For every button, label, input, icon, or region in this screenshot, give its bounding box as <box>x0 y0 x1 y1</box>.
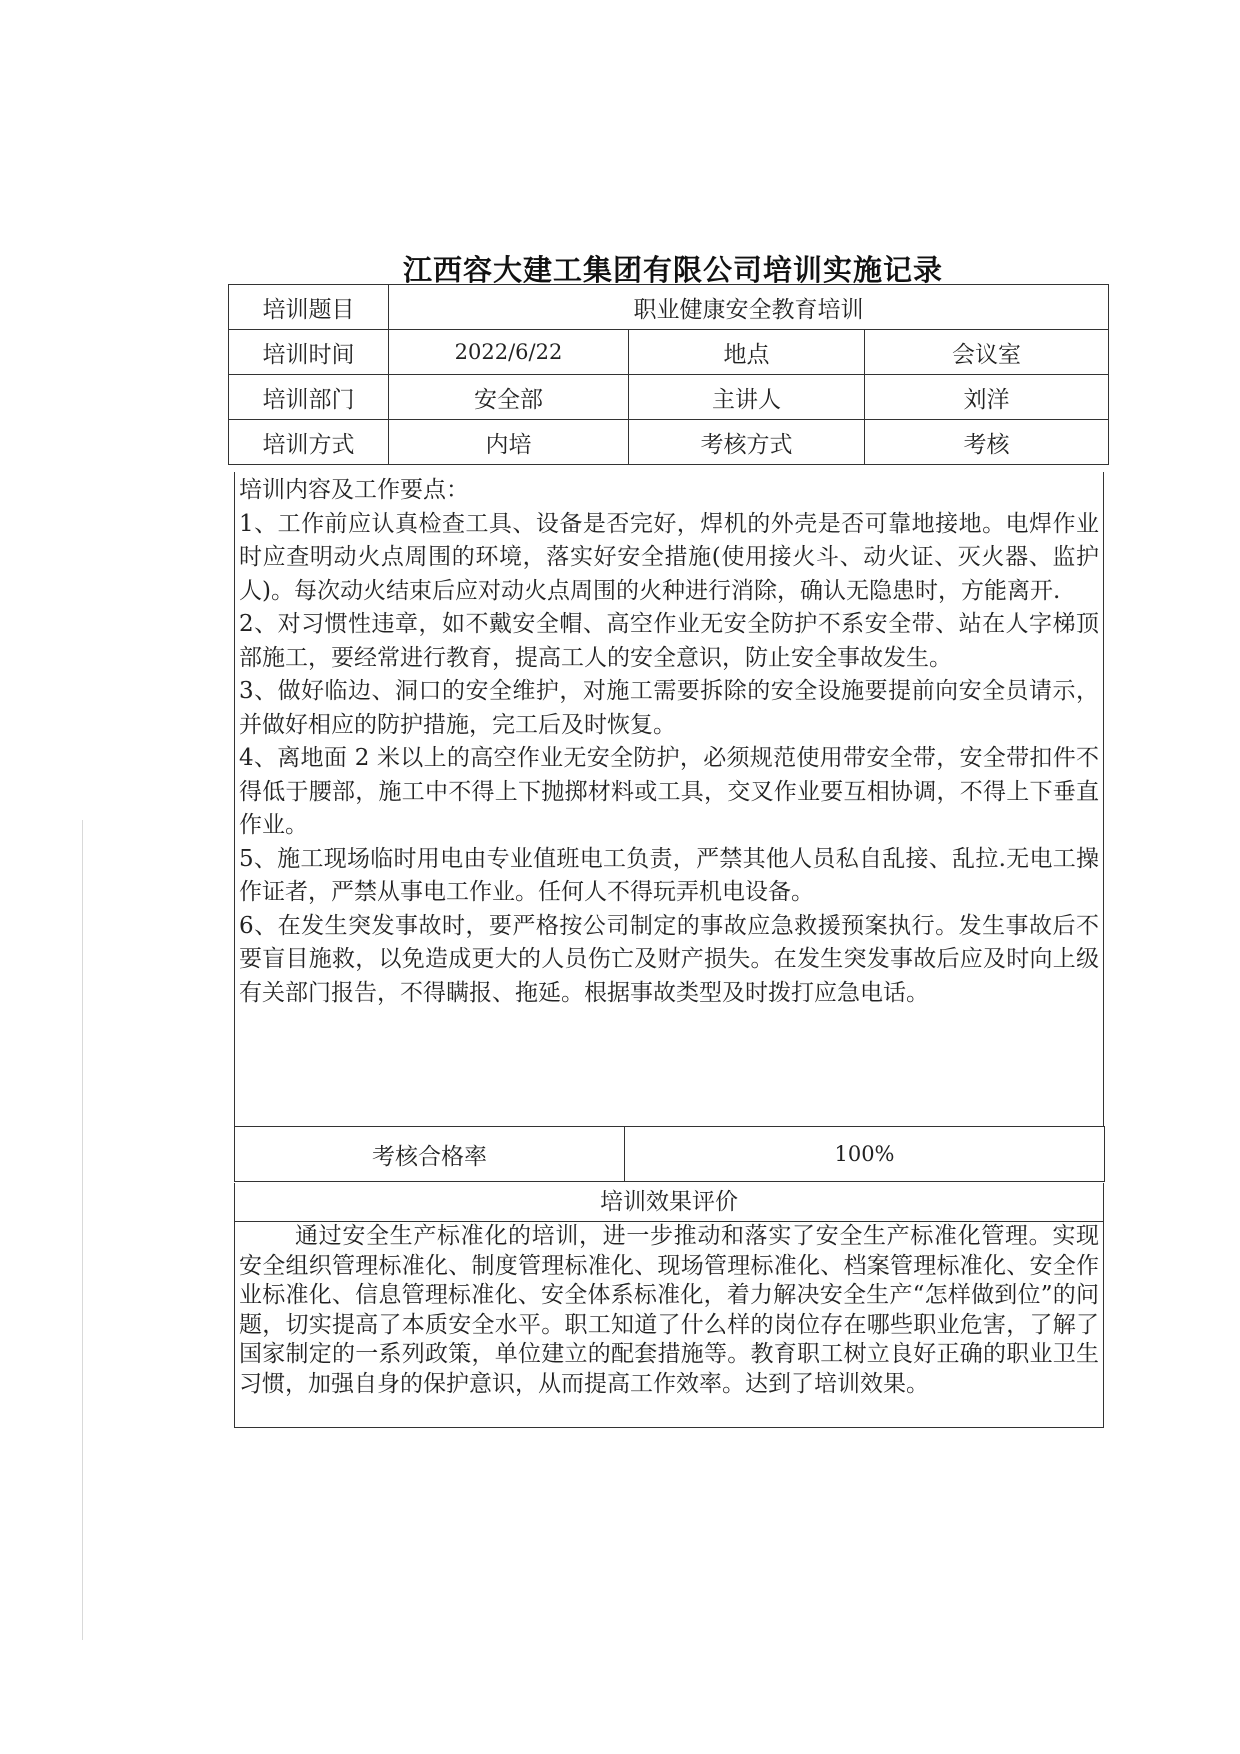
assessment-label: 考核方式 <box>629 420 865 465</box>
content-heading: 培训内容及工作要点： <box>239 477 469 503</box>
row-department <box>229 375 1109 420</box>
time-label: 培训时间 <box>229 330 389 375</box>
row-topic <box>229 285 1109 330</box>
content-item: 2、对习惯性违章，如不戴安全帽、高空作业无安全防护不系安全带、站在人字梯顶部施工，要经常进行教育，提高工人的安全意识，防止安全事故发生。 <box>239 611 1099 671</box>
evaluation-section <box>234 1183 1104 1428</box>
content-item: 5、施工现场临时用电由专业值班电工负责，严禁其他人员私自乱接、乱拉.无电工操作证者，严禁从事电工作业。任何人不得玩弄机电设备。 <box>239 845 1099 905</box>
place-value: 会议室 <box>865 330 1109 375</box>
evaluation-text: 通过安全生产标准化的培训，进一步推动和落实了安全生产标准化管理。实现安全组织管理标准化、制度管理标准化、现场管理标准化、档案管理标准化、安全作业标准化、信息管理标准化、安全体系标准化，着力解决安全生产“怎样做到位”的问题，切实提高了本质安全水平。职工知道了什么样的岗位存在哪些职业危害，了解了国家制定的一系列政策，单位建立的配套措施等。教育职工树立良好正确的职业卫生习惯，加强自身的保护意识，从而提高工作效率。达到了培训效果。 <box>239 1223 1099 1397</box>
method-label: 培训方式 <box>229 420 389 465</box>
evaluation-heading: 培训效果评价 <box>235 1183 1103 1222</box>
content-item: 3、做好临边、洞口的安全维护，对施工需要拆除的安全设施要提前向安全员请示，并做好相应的防护措施，完工后及时恢复。 <box>239 678 1099 738</box>
speaker-label: 主讲人 <box>629 375 865 420</box>
topic-value: 职业健康安全教育培训 <box>389 285 1109 330</box>
row-pass-rate <box>235 1127 1105 1182</box>
content-item: 6、在发生突发事故时，要严格按公司制定的事故应急救援预案执行。发生事故后不要盲目施救，以免造成更大的人员伤亡及财产损失。在发生突发事故后应及时向上级有关部门报告，不得瞒报、拖延。根据事故类型及时拨打应急电话。 <box>239 912 1099 1006</box>
document-title: 江西容大建工集团有限公司培训实施记录 <box>402 253 943 287</box>
pass-rate-label: 考核合格率 <box>235 1127 625 1182</box>
row-method <box>229 420 1109 465</box>
topic-label: 培训题目 <box>229 285 389 330</box>
speaker-value: 刘洋 <box>865 375 1109 420</box>
row-time <box>229 330 1109 375</box>
training-content-text <box>235 472 1103 1010</box>
department-label: 培训部门 <box>229 375 389 420</box>
department-value: 安全部 <box>389 375 629 420</box>
pass-rate-table <box>234 1126 1105 1182</box>
content-item: 1、工作前应认真检查工具、设备是否完好，焊机的外壳是否可靠地接地。电焊作业时应查明动火点周围的环境，落实好安全措施(使用接火斗、动火证、灭火器、监护人)。每次动火结束后应对动火点周围的火种进行消除，确认无隐患时，方能离开. <box>239 510 1099 604</box>
time-value: 2022/6/22 <box>389 330 629 375</box>
training-content-section <box>234 472 1104 1126</box>
training-info-table <box>228 284 1109 465</box>
pass-rate-value: 100% <box>625 1127 1105 1182</box>
assessment-value: 考核 <box>865 420 1109 465</box>
place-label: 地点 <box>629 330 865 375</box>
method-value: 内培 <box>389 420 629 465</box>
content-item: 4、离地面 2 米以上的高空作业无安全防护，必须规范使用带安全带，安全带扣件不得低于腰部，施工中不得上下抛掷材料或工具，交叉作业要互相协调，不得上下垂直作业。 <box>239 745 1099 838</box>
scan-edge-line <box>82 820 83 1640</box>
